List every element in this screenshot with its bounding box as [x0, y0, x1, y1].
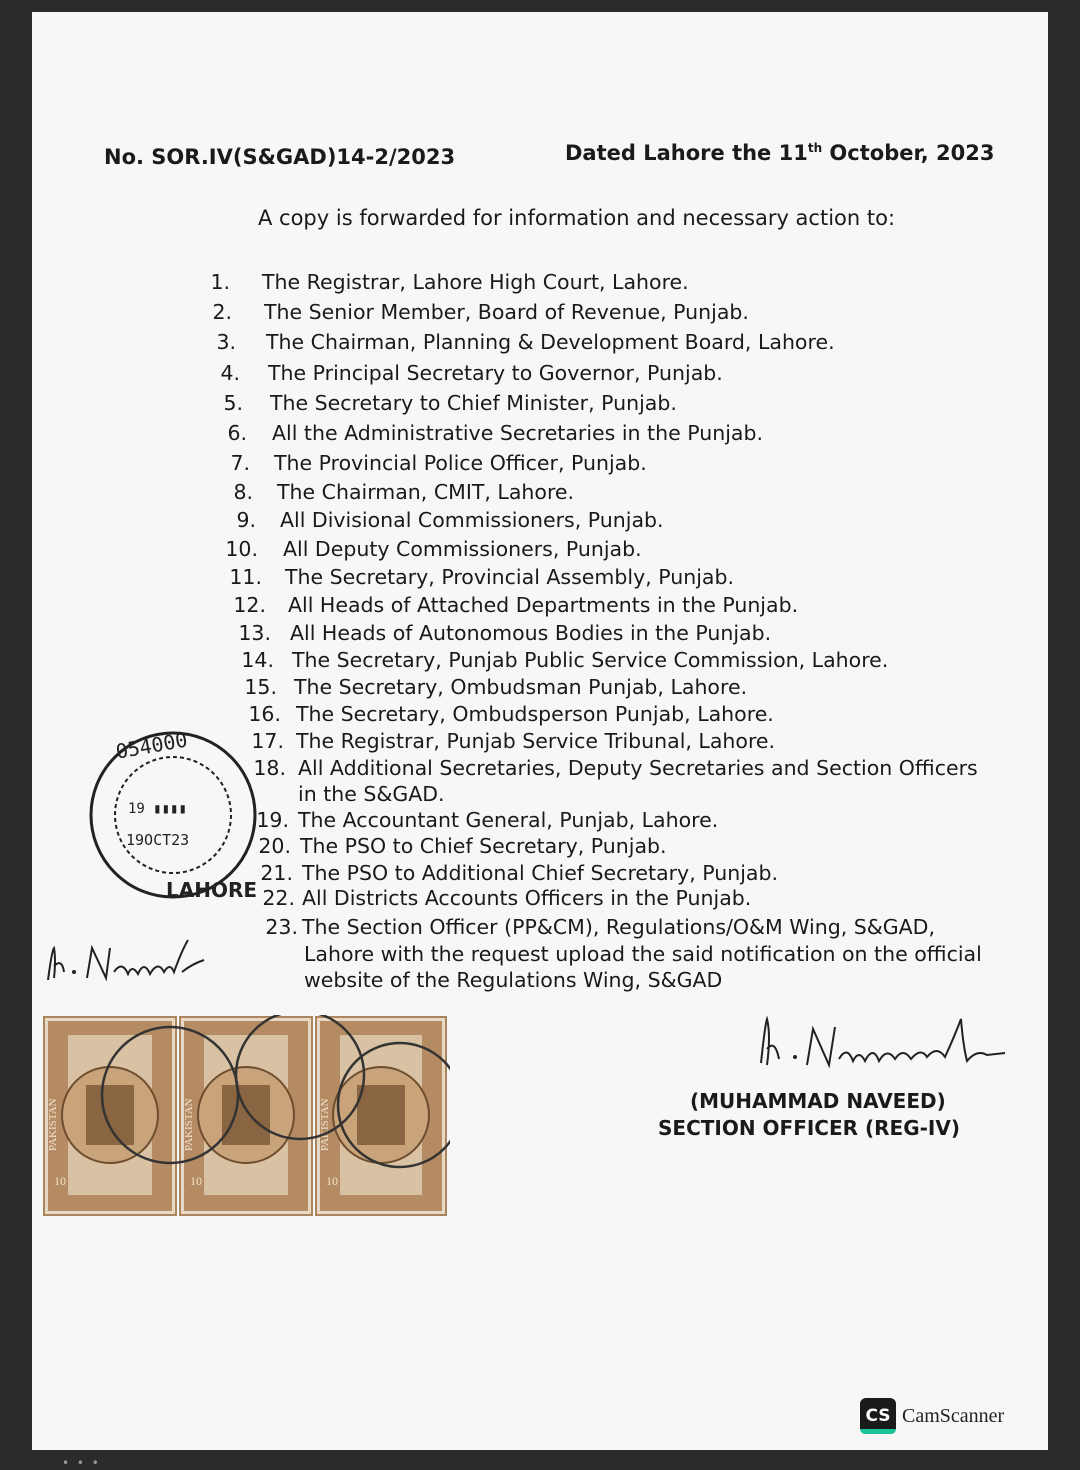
- recipient-number: 13.: [238, 621, 271, 645]
- recipient-number: 16.: [248, 702, 281, 726]
- recipient-number: 17.: [251, 729, 284, 753]
- recipient-text: The Secretary, Ombudsperson Punjab, Lahore.: [296, 702, 774, 726]
- recipient-text: The Senior Member, Board of Revenue, Punjab.: [264, 300, 749, 324]
- recipient-number: 8.: [233, 480, 253, 504]
- recipient-number: 1.: [210, 270, 230, 294]
- svg-text:19OCT23: 19OCT23: [126, 831, 190, 849]
- margin-signature-icon: [42, 920, 212, 990]
- recipient-text: The Registrar, Punjab Service Tribunal, Lahore.: [296, 729, 776, 753]
- recipient-text: The PSO to Additional Chief Secretary, Punjab.: [302, 861, 778, 885]
- recipient-text: The Chairman, CMIT, Lahore.: [277, 480, 575, 504]
- recipient-text: The Principal Secretary to Governor, Punjab.: [268, 361, 723, 385]
- recipient-text: The Registrar, Lahore High Court, Lahore.: [262, 270, 689, 294]
- recipient-number: 11.: [229, 565, 262, 589]
- svg-text:10: 10: [190, 1174, 202, 1188]
- recipient-text: All Divisional Commissioners, Punjab.: [280, 508, 664, 532]
- seal-text: LAHORE: [166, 878, 258, 902]
- revenue-stamps: [40, 1015, 450, 1225]
- recipient-number: 14.: [241, 648, 274, 672]
- stamp-icon: [180, 1017, 312, 1215]
- recipient-number: 5.: [223, 391, 243, 415]
- recipient-number: 10.: [225, 537, 258, 561]
- recipient-number: 22.: [262, 886, 295, 910]
- recipient-text: The Secretary, Ombudsman Punjab, Lahore.: [294, 675, 748, 699]
- svg-text:PAKISTAN: PAKISTAN: [47, 1098, 59, 1151]
- recipient-number: 15.: [244, 675, 277, 699]
- recipient-number: 23.: [265, 915, 298, 939]
- camscanner-name: CamScanner: [902, 1404, 1005, 1427]
- svg-text:19 ▮▮▮▮: 19 ▮▮▮▮: [128, 801, 188, 817]
- more-icon: • • •: [62, 1456, 101, 1470]
- recipient-number: 7.: [230, 451, 250, 475]
- svg-text:10: 10: [54, 1174, 66, 1188]
- signatory-name: (MUHAMMAD NAVEED): [690, 1089, 946, 1113]
- document-date: Dated Lahore the 11th October, 2023: [565, 141, 995, 165]
- recipient-number: 4.: [220, 361, 240, 385]
- svg-text:PAKISTAN: PAKISTAN: [319, 1098, 331, 1151]
- recipient-number: 9.: [236, 508, 256, 532]
- recipient-text: All Districts Accounts Officers in the Punjab.: [302, 886, 752, 910]
- recipient-number: 12.: [233, 593, 266, 617]
- recipient-number: 20.: [258, 834, 291, 858]
- seal-icon: [78, 715, 268, 915]
- recipient-text: in the S&GAD.: [298, 782, 445, 806]
- recipient-text: The Section Officer (PP&CM), Regulations/O&M Wing, S&GAD,: [302, 915, 935, 939]
- recipient-text: website of the Regulations Wing, S&GAD: [304, 968, 723, 992]
- recipient-text: All Deputy Commissioners, Punjab.: [283, 537, 642, 561]
- stamp-icon: [44, 1017, 176, 1215]
- recipient-text: The Secretary, Punjab Public Service Commission, Lahore.: [292, 648, 889, 672]
- recipient-number: 19.: [256, 808, 289, 832]
- camscanner-logo-icon: CS: [860, 1398, 896, 1434]
- svg-text:10: 10: [326, 1174, 338, 1188]
- recipient-number: 3.: [216, 330, 236, 354]
- recipient-text: The Chairman, Planning & Development Board, Lahore.: [266, 330, 835, 354]
- signatory-designation: SECTION OFFICER (REG-IV): [658, 1116, 960, 1140]
- recipient-number: 21.: [260, 861, 293, 885]
- camscanner-watermark: [860, 1398, 1004, 1434]
- recipient-text: The PSO to Chief Secretary, Punjab.: [300, 834, 667, 858]
- recipient-text: The Secretary, Provincial Assembly, Punjab.: [285, 565, 735, 589]
- recipient-text: Lahore with the request upload the said notification on the official: [304, 942, 982, 966]
- recipient-text: All the Administrative Secretaries in the Punjab.: [272, 421, 763, 445]
- recipient-text: The Provincial Police Officer, Punjab.: [274, 451, 647, 475]
- signature-icon: [755, 1005, 1015, 1075]
- recipient-number: 18.: [253, 756, 286, 780]
- recipient-text: The Accountant General, Punjab, Lahore.: [298, 808, 719, 832]
- svg-text:PAKISTAN: PAKISTAN: [183, 1098, 195, 1151]
- recipient-text: All Heads of Autonomous Bodies in the Punjab.: [290, 621, 772, 645]
- recipient-number: 2.: [212, 300, 232, 324]
- top-frame: [0, 0, 1080, 12]
- forwarding-note: A copy is forwarded for information and necessary action to:: [258, 206, 896, 230]
- reference-number: No. SOR.IV(S&GAD)14-2/2023: [104, 145, 456, 169]
- recipient-text: All Heads of Attached Departments in the Punjab.: [288, 593, 799, 617]
- bottom-frame: [0, 1450, 1080, 1469]
- recipient-text: The Secretary to Chief Minister, Punjab.: [270, 391, 677, 415]
- svg-text:054000: 054000: [113, 727, 190, 764]
- recipient-number: 6.: [227, 421, 247, 445]
- recipient-text: All Additional Secretaries, Deputy Secretaries and Section Officers: [298, 756, 978, 780]
